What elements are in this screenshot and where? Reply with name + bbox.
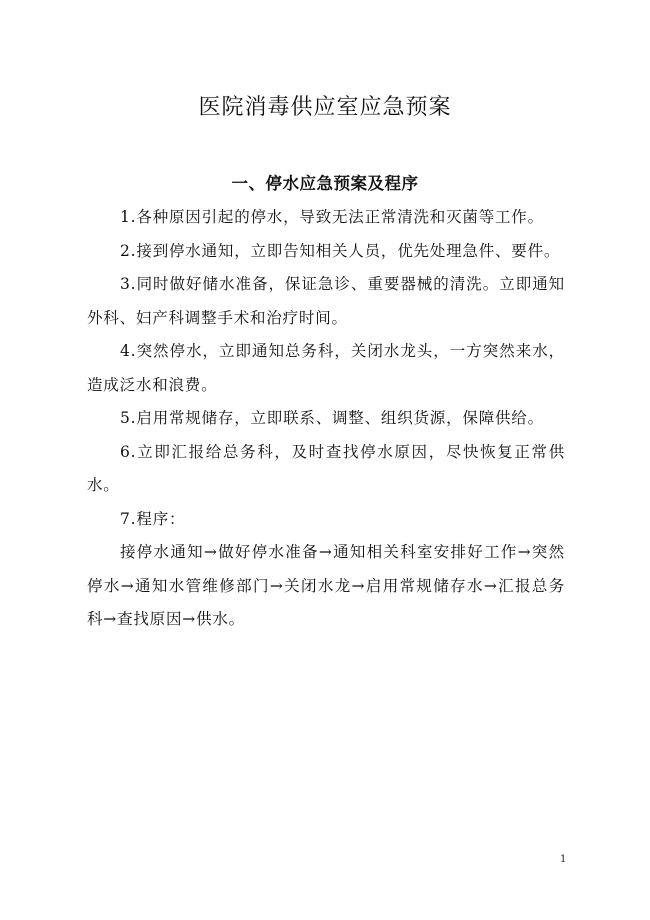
paragraph-7: 7.程序： [120, 509, 186, 528]
document-body [87, 201, 565, 637]
paragraph-procedure: 接停水通知→做好停水准备→通知相关科室安排好工作→突然停水→通知水管维修部门→关闭水龙→启用常规储存水→汇报总务科→查找原因→供水。 [87, 543, 565, 628]
paragraph-1: 1.各种原因引起的停水，导致无法正常清洗和灭菌等工作。 [120, 208, 544, 226]
paragraph-6: 6.立即汇报给总务科，及时查找停水原因，尽快恢复正常供水。 [87, 442, 565, 494]
page-number: 1 [560, 854, 567, 865]
paragraph-2: 2.接到停水通知，立即告知相关人员，优先处理急件、要件。 [120, 241, 561, 260]
paragraph-3: 3.同时做好储水准备，保证急诊、重要器械的清洗。立即通知外科、妇产科调整手术和治疗时间。 [87, 275, 565, 327]
document-title: 医院消毒供应室应急预案 [198, 95, 452, 120]
paragraph-5: 5.启用常规储存，立即联系、调整、组织货源，保障供给。 [120, 409, 544, 427]
paragraph-4: 4.突然停水，立即通知总务科，关闭水龙头，一方突然来水，造成泛水和浪费。 [87, 342, 565, 394]
section-title: 一、停水应急预案及程序 [231, 174, 419, 193]
